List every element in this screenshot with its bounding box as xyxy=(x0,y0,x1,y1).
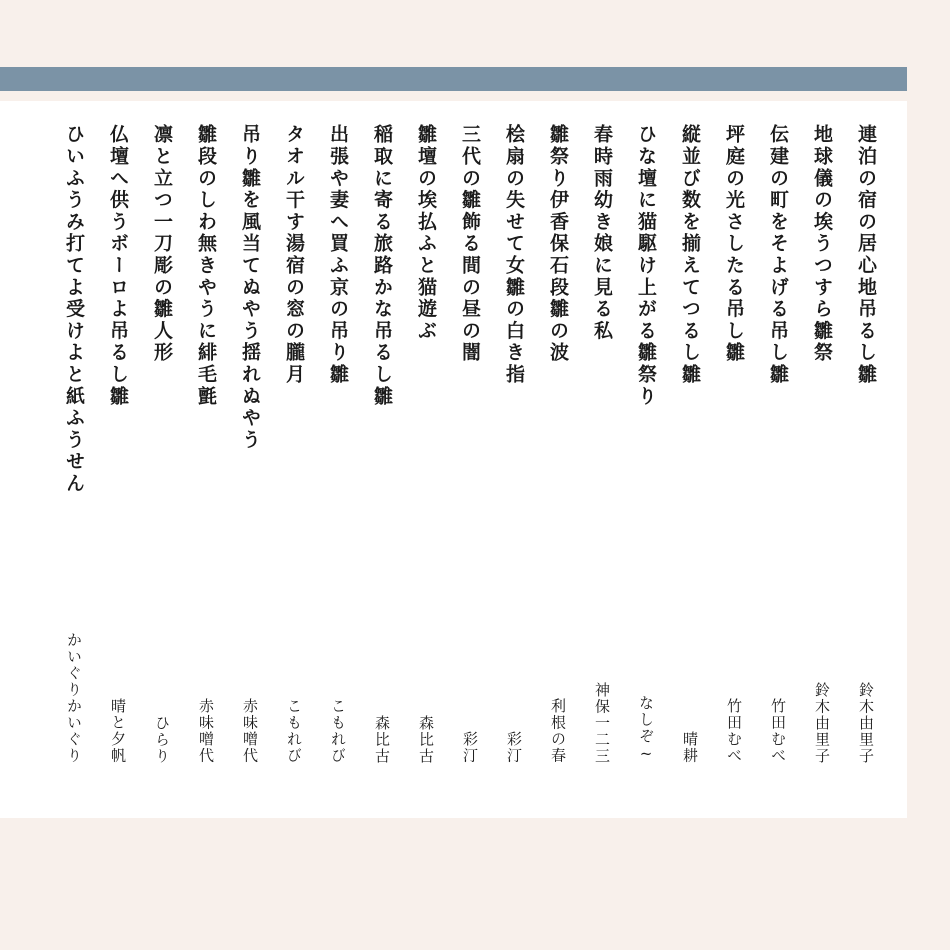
haiku-entry xyxy=(844,124,888,764)
haiku-text: 地球儀の埃うつすら雛祭 xyxy=(811,124,833,364)
haiku-author: 鈴木由里子 xyxy=(813,681,831,764)
haiku-text: 雛祭り伊香保石段雛の波 xyxy=(547,124,569,364)
haiku-author: 晴耕 xyxy=(681,731,699,764)
header-bar xyxy=(0,67,907,91)
haiku-text: 三代の雛飾る間の昼の闇 xyxy=(459,124,481,364)
haiku-author: 赤味噌代 xyxy=(197,698,215,764)
haiku-text: 雛壇の埃払ふと猫遊ぶ xyxy=(415,124,437,342)
haiku-author: 赤味噌代 xyxy=(241,698,259,764)
haiku-entry xyxy=(228,124,272,764)
haiku-text: 縦並び数を揃えてつるし雛 xyxy=(679,124,701,386)
haiku-entry xyxy=(448,124,492,764)
haiku-entry xyxy=(140,124,184,764)
haiku-text: 連泊の宿の居心地吊るし雛 xyxy=(855,124,877,386)
haiku-author: 利根の春 xyxy=(549,698,567,764)
haiku-entry xyxy=(96,124,140,764)
haiku-author: かいぐりかいぐり xyxy=(65,632,83,764)
haiku-entry xyxy=(316,124,360,764)
haiku-entry xyxy=(52,124,96,764)
haiku-author: ひらり xyxy=(153,714,171,764)
haiku-entry xyxy=(184,124,228,764)
haiku-text: 出張や妻へ買ふ京の吊り雛 xyxy=(327,124,349,386)
haiku-entry xyxy=(624,124,668,764)
haiku-author: 晴と夕帆 xyxy=(109,698,127,764)
haiku-text: 仏壇へ供うボーロよ吊るし雛 xyxy=(107,124,129,408)
haiku-entry xyxy=(360,124,404,764)
haiku-entry xyxy=(756,124,800,764)
haiku-text: 春時雨幼き娘に見る私 xyxy=(591,124,613,342)
haiku-text: 雛段のしわ無きやうに緋毛氈 xyxy=(195,124,217,408)
haiku-author: 彩汀 xyxy=(461,731,479,764)
haiku-entry xyxy=(404,124,448,764)
haiku-entry xyxy=(668,124,712,764)
haiku-entry xyxy=(492,124,536,764)
haiku-text: タオル干す湯宿の窓の朧月 xyxy=(283,124,305,386)
haiku-author: 竹田むべ xyxy=(769,698,787,764)
haiku-author: なしぞ~ xyxy=(637,695,655,764)
haiku-author: こもれび xyxy=(285,698,303,764)
haiku-text: ひな壇に猫駆け上がる雛祭り xyxy=(635,124,657,408)
haiku-list xyxy=(52,124,888,764)
haiku-entry xyxy=(536,124,580,764)
haiku-author: 森比古 xyxy=(373,714,391,764)
haiku-text: 吊り雛を風当てぬやう揺れぬやう xyxy=(239,124,261,451)
haiku-text: ひいふうみ打てよ受けよと紙ふうせん xyxy=(63,124,85,495)
haiku-entry xyxy=(580,124,624,764)
haiku-author: 鈴木由里子 xyxy=(857,681,875,764)
haiku-author: 神保一二三 xyxy=(593,681,611,764)
haiku-text: 坪庭の光さしたる吊し雛 xyxy=(723,124,745,364)
haiku-text: 稲取に寄る旅路かな吊るし雛 xyxy=(371,124,393,408)
haiku-author: こもれび xyxy=(329,698,347,764)
haiku-text: 凛と立つ一刀彫の雛人形 xyxy=(151,124,173,364)
haiku-text: 伝建の町をそよげる吊し雛 xyxy=(767,124,789,386)
haiku-entry xyxy=(712,124,756,764)
haiku-entry xyxy=(800,124,844,764)
haiku-author: 竹田むべ xyxy=(725,698,743,764)
haiku-author: 森比古 xyxy=(417,714,435,764)
haiku-entry xyxy=(272,124,316,764)
haiku-author: 彩汀 xyxy=(505,731,523,764)
haiku-text: 桧扇の失せて女雛の白き指 xyxy=(503,124,525,386)
